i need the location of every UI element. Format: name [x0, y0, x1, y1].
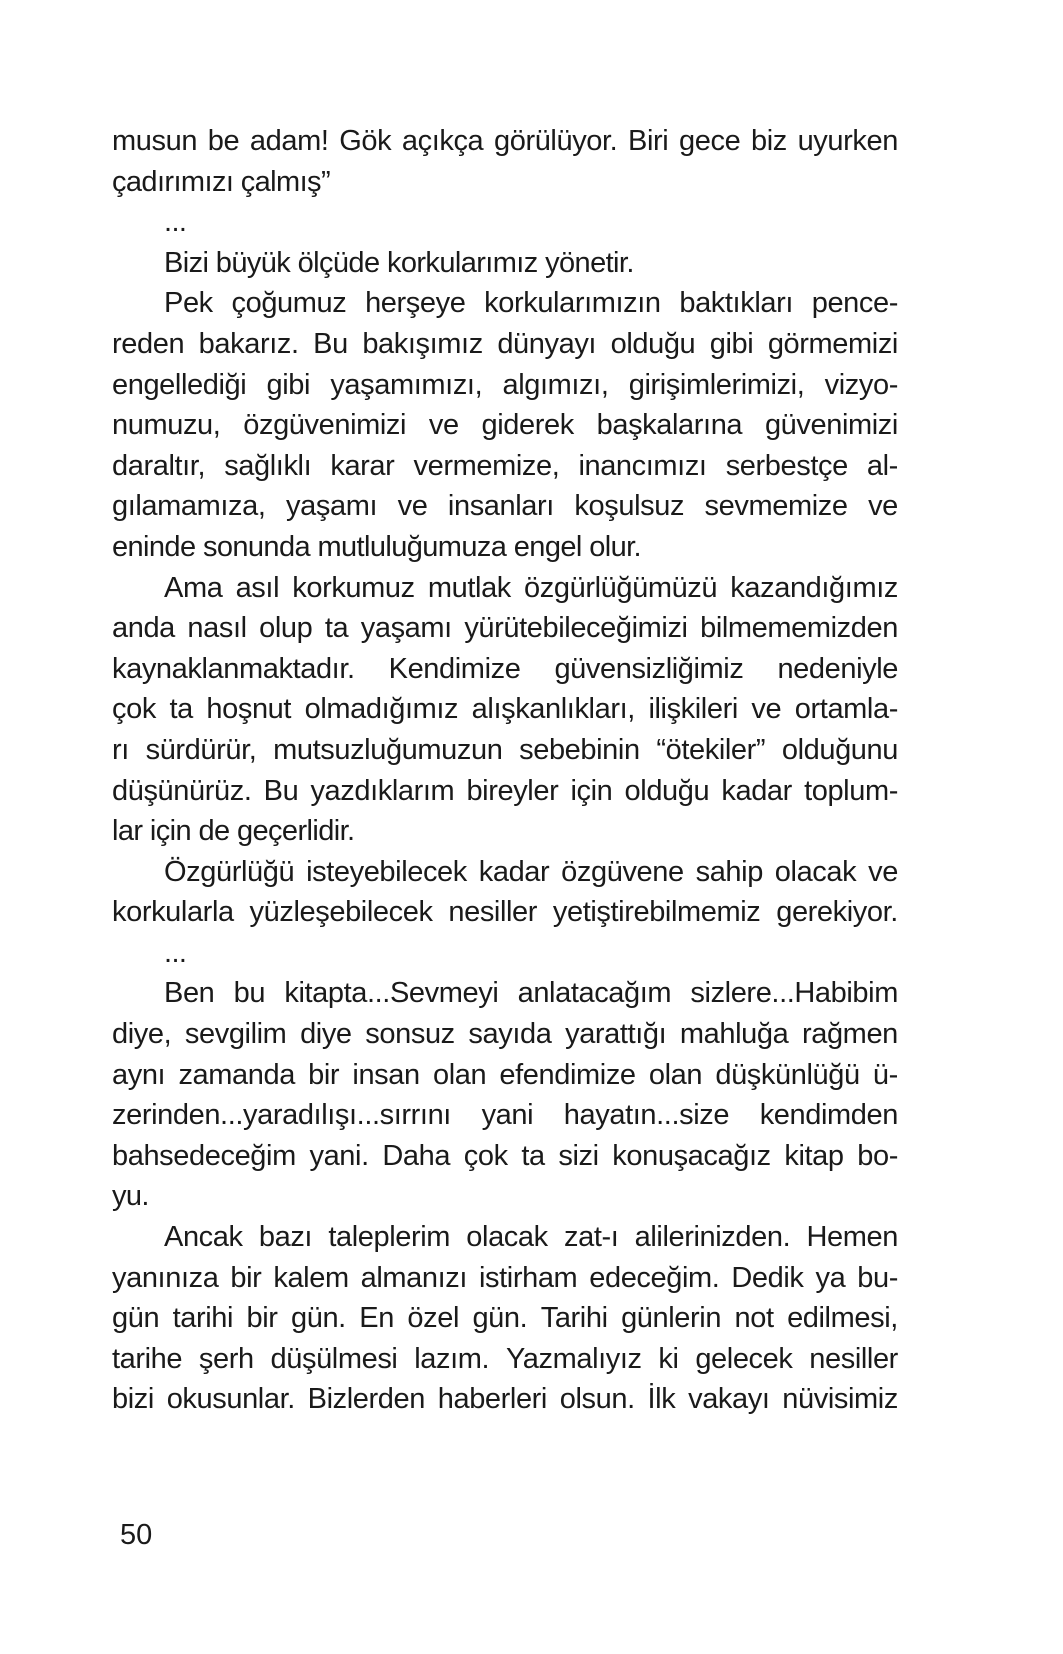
- word: rı: [112, 733, 129, 766]
- word: zat-ı: [563, 1221, 619, 1254]
- word: ve: [397, 490, 428, 523]
- word: olsun.: [559, 1383, 635, 1416]
- word: insanları: [447, 490, 554, 523]
- word: korkularımızın: [484, 287, 661, 320]
- word: olmadığımız: [304, 693, 459, 726]
- word: adam!: [249, 125, 329, 157]
- word: nesiller: [809, 1342, 898, 1375]
- word: giderek: [481, 409, 574, 442]
- word: görülüyor.: [493, 125, 618, 157]
- word: ve: [751, 693, 782, 726]
- word: Bu: [313, 327, 348, 360]
- word: hoşnut: [206, 693, 292, 726]
- word: mutlak: [427, 571, 511, 604]
- word: aynı: [112, 1058, 166, 1091]
- text-line: [112, 1339, 898, 1380]
- word: gelecek: [695, 1342, 793, 1375]
- word: yazdıklarım: [310, 774, 455, 807]
- word: be: [207, 125, 240, 157]
- word: olacak: [774, 855, 857, 888]
- page-number: 50: [120, 1519, 153, 1551]
- text-line: [112, 568, 898, 609]
- word: yarattığı: [565, 1018, 667, 1051]
- word: bakarız.: [198, 327, 299, 360]
- word: vakayı: [688, 1383, 770, 1416]
- word: ortamla-: [794, 693, 898, 726]
- text-line: [112, 730, 898, 771]
- text-line: [112, 608, 898, 649]
- word: kadar: [478, 855, 550, 888]
- word: konuşacağız: [612, 1139, 771, 1172]
- word: pence-: [811, 287, 898, 320]
- word: kitapta...Sevmeyi: [284, 977, 499, 1010]
- word: kendimden: [759, 1099, 898, 1132]
- word: taleplerim: [328, 1221, 451, 1254]
- word: gün.: [472, 1302, 528, 1335]
- word: bireyler: [466, 774, 559, 807]
- text-line: [112, 1217, 898, 1258]
- page-body: [112, 121, 898, 1420]
- word: olan: [648, 1058, 703, 1091]
- text-line: [112, 121, 898, 162]
- text-line: [112, 365, 898, 406]
- word: vermemize,: [413, 449, 560, 482]
- word: efendimize: [499, 1058, 636, 1091]
- word: korkularla: [112, 896, 234, 929]
- word: bu: [233, 977, 266, 1010]
- word: nesiller: [448, 896, 538, 929]
- word: bir: [246, 1302, 278, 1335]
- word: Tarihi: [540, 1302, 608, 1335]
- word: düşünürüz.: [112, 774, 252, 807]
- text-line: [112, 1258, 898, 1299]
- word: açıkça: [401, 125, 484, 157]
- text-line: Bizi büyük ölçüde korkularımız yönetir.: [164, 246, 634, 279]
- text-line: [112, 973, 898, 1014]
- word: yaşamı: [286, 490, 378, 523]
- word: yani: [481, 1099, 534, 1132]
- word: diye: [300, 1018, 352, 1051]
- word: yürütebileceğimizi: [464, 612, 688, 645]
- word: isteyebilecek: [306, 855, 467, 888]
- word: sizlere...Habibim: [690, 977, 898, 1010]
- word: baktıkları: [679, 287, 794, 320]
- word: okusunlar.: [166, 1383, 295, 1416]
- text-line: [112, 1014, 898, 1055]
- word: inancımızı: [578, 449, 707, 482]
- word: ta: [521, 1139, 545, 1172]
- word: algımızı,: [502, 368, 609, 401]
- text-line: [112, 852, 898, 893]
- word: anlatacağım: [517, 977, 672, 1010]
- word: nüvisimiz: [782, 1383, 898, 1416]
- text-line: eninde sonunda mutluluğumuza engel olur.: [112, 530, 642, 563]
- word: tarihi: [172, 1302, 234, 1335]
- word: mahluğa: [679, 1018, 789, 1051]
- word: vizyo-: [824, 368, 898, 401]
- text-line: [112, 649, 898, 690]
- word: ya: [815, 1261, 846, 1294]
- word: başkalarına: [596, 409, 743, 442]
- word: Dedik: [731, 1261, 804, 1294]
- word: bilmememizden: [700, 612, 898, 645]
- word: bu-: [857, 1261, 898, 1294]
- text-line: [112, 324, 898, 365]
- word: engellediği: [112, 368, 247, 401]
- word: Pek: [164, 287, 213, 320]
- text-line: [112, 486, 898, 527]
- word: Yazmalıyız: [505, 1342, 642, 1375]
- word: toplum-: [804, 774, 898, 807]
- word: görmemizi: [767, 327, 898, 360]
- word: bazı: [258, 1221, 313, 1254]
- word: serbestçe: [725, 449, 848, 482]
- word: reden: [112, 327, 185, 360]
- word: ve: [868, 490, 898, 523]
- word: gün.: [291, 1302, 346, 1335]
- word: ve: [428, 409, 459, 442]
- word: yetiştirebilmemiz: [552, 896, 761, 929]
- word: zamanda: [178, 1058, 295, 1091]
- word: günlerin: [621, 1302, 722, 1335]
- word: not: [734, 1302, 774, 1335]
- word: yanınıza: [112, 1261, 219, 1294]
- text-line: [112, 689, 898, 730]
- word: güvenimizi: [764, 409, 898, 442]
- word: kazandığımız: [730, 571, 898, 604]
- word: bir: [230, 1261, 262, 1294]
- word: bir: [308, 1058, 340, 1091]
- text-line: [112, 1136, 898, 1177]
- text-line: [112, 1379, 898, 1420]
- word: haberleri: [437, 1383, 547, 1416]
- word: nasıl: [187, 612, 247, 645]
- word: biz: [751, 125, 787, 157]
- word: zerinden...yaradılışı...sırrını: [112, 1099, 451, 1132]
- word: özgürlüğümüzü: [524, 571, 718, 604]
- word: almanızı: [360, 1261, 468, 1294]
- word: İlk: [647, 1383, 676, 1416]
- word: güvensizliğimiz: [554, 652, 744, 685]
- word: sebebinin: [519, 733, 640, 766]
- word: Bu: [263, 774, 299, 807]
- word: Bizlerden: [307, 1383, 425, 1416]
- word: insan: [352, 1058, 420, 1091]
- word: Ama: [164, 571, 223, 604]
- word: kadar: [721, 774, 792, 807]
- word: ta: [324, 612, 349, 645]
- word: gibi: [266, 368, 311, 401]
- word: gün: [112, 1302, 160, 1335]
- text-line: [112, 892, 898, 933]
- word: Ancak: [164, 1221, 243, 1254]
- word: diye,: [112, 1018, 172, 1051]
- word: korkumuz: [292, 571, 415, 604]
- word: Özgürlüğü: [164, 855, 295, 888]
- text-line: ...: [164, 936, 187, 969]
- word: Daha: [382, 1139, 451, 1172]
- word: Biri: [628, 125, 669, 157]
- word: ta: [169, 693, 193, 726]
- word: sahip: [695, 855, 763, 888]
- word: Gök: [339, 125, 392, 157]
- text-line: [112, 1095, 898, 1136]
- word: olup: [259, 612, 313, 645]
- word: çok: [463, 1139, 508, 1172]
- word: düşülmesi: [270, 1342, 398, 1375]
- word: gerekiyor.: [776, 896, 898, 929]
- text-line: [112, 283, 898, 324]
- word: Ben: [164, 977, 215, 1010]
- text-line: ...: [164, 206, 187, 239]
- word: alışkanlıkları,: [471, 693, 635, 726]
- text-line: yu.: [112, 1180, 149, 1213]
- word: gece: [679, 125, 741, 157]
- word: sürdürür,: [145, 733, 257, 766]
- word: nedeniyle: [777, 652, 898, 685]
- text-line: [112, 1298, 898, 1339]
- word: olan: [432, 1058, 487, 1091]
- word: sevmemize: [704, 490, 848, 523]
- word: gılamamıza,: [112, 490, 266, 523]
- word: tarihe: [112, 1342, 183, 1375]
- word: edeceğim.: [589, 1261, 720, 1294]
- word: herşeye: [365, 287, 466, 320]
- word: uyurken: [797, 125, 898, 157]
- word: Kendimize: [388, 652, 521, 685]
- word: anda: [112, 612, 175, 645]
- word: yaşamımızı,: [330, 368, 483, 401]
- word: asıl: [235, 571, 280, 604]
- word: özgüvene: [561, 855, 684, 888]
- word: daraltır,: [112, 449, 206, 482]
- word: özel: [407, 1302, 459, 1335]
- word: ki: [658, 1342, 679, 1375]
- word: dünyayı: [497, 327, 597, 360]
- word: çok: [112, 693, 156, 726]
- word: gibi: [709, 327, 754, 360]
- word: kitap: [784, 1139, 844, 1172]
- text-line: [112, 446, 898, 487]
- word: musun: [112, 125, 198, 157]
- word: olduğunu: [781, 733, 898, 766]
- word: düşkünlüğü: [715, 1058, 860, 1091]
- word: mutsuzluğumuzun: [273, 733, 503, 766]
- word: hayatın...size: [563, 1099, 730, 1132]
- word: kaynaklanmaktadır.: [112, 652, 355, 685]
- word: “ötekiler”: [656, 733, 766, 766]
- word: koşulsuz: [574, 490, 685, 523]
- word: ü-: [872, 1058, 898, 1091]
- word: şerh: [198, 1342, 254, 1375]
- text-line: [112, 1055, 898, 1096]
- word: Hemen: [806, 1221, 898, 1254]
- word: olduğu: [624, 774, 710, 807]
- word: yüzleşebilecek: [249, 896, 433, 929]
- word: En: [359, 1302, 394, 1335]
- word: kalem: [273, 1261, 349, 1294]
- word: al-: [866, 449, 898, 482]
- word: istirham: [478, 1261, 578, 1294]
- word: sayıda: [468, 1018, 552, 1051]
- word: bizi: [112, 1383, 154, 1416]
- word: lazım.: [414, 1342, 490, 1375]
- word: bakışımız: [362, 327, 483, 360]
- word: olduğu: [610, 327, 696, 360]
- word: ilişkileri: [648, 693, 738, 726]
- word: numuzu,: [112, 409, 221, 442]
- word: ve: [868, 855, 898, 888]
- text-line: lar için de geçerlidir.: [112, 815, 355, 848]
- word: sevgilim: [184, 1018, 287, 1051]
- word: girişimlerimizi,: [628, 368, 805, 401]
- word: bo-: [857, 1139, 898, 1172]
- word: karar: [330, 449, 395, 482]
- word: özgüvenimizi: [243, 409, 407, 442]
- word: için: [570, 774, 613, 807]
- word: rağmen: [801, 1018, 898, 1051]
- word: sonsuz: [365, 1018, 455, 1051]
- text-line: [112, 405, 898, 446]
- word: yaşamı: [360, 612, 452, 645]
- word: alilerinizden.: [634, 1221, 791, 1254]
- word: olacak: [466, 1221, 548, 1254]
- text-line: [112, 771, 898, 812]
- word: bahsedeceğim: [112, 1139, 296, 1172]
- word: çoğumuz: [231, 287, 347, 320]
- word: edilmesi,: [787, 1302, 898, 1335]
- word: sağlıklı: [224, 449, 312, 482]
- word: yani.: [309, 1139, 369, 1172]
- text-line: çadırımızı çalmış”: [112, 165, 330, 198]
- word: sizi: [558, 1139, 599, 1172]
